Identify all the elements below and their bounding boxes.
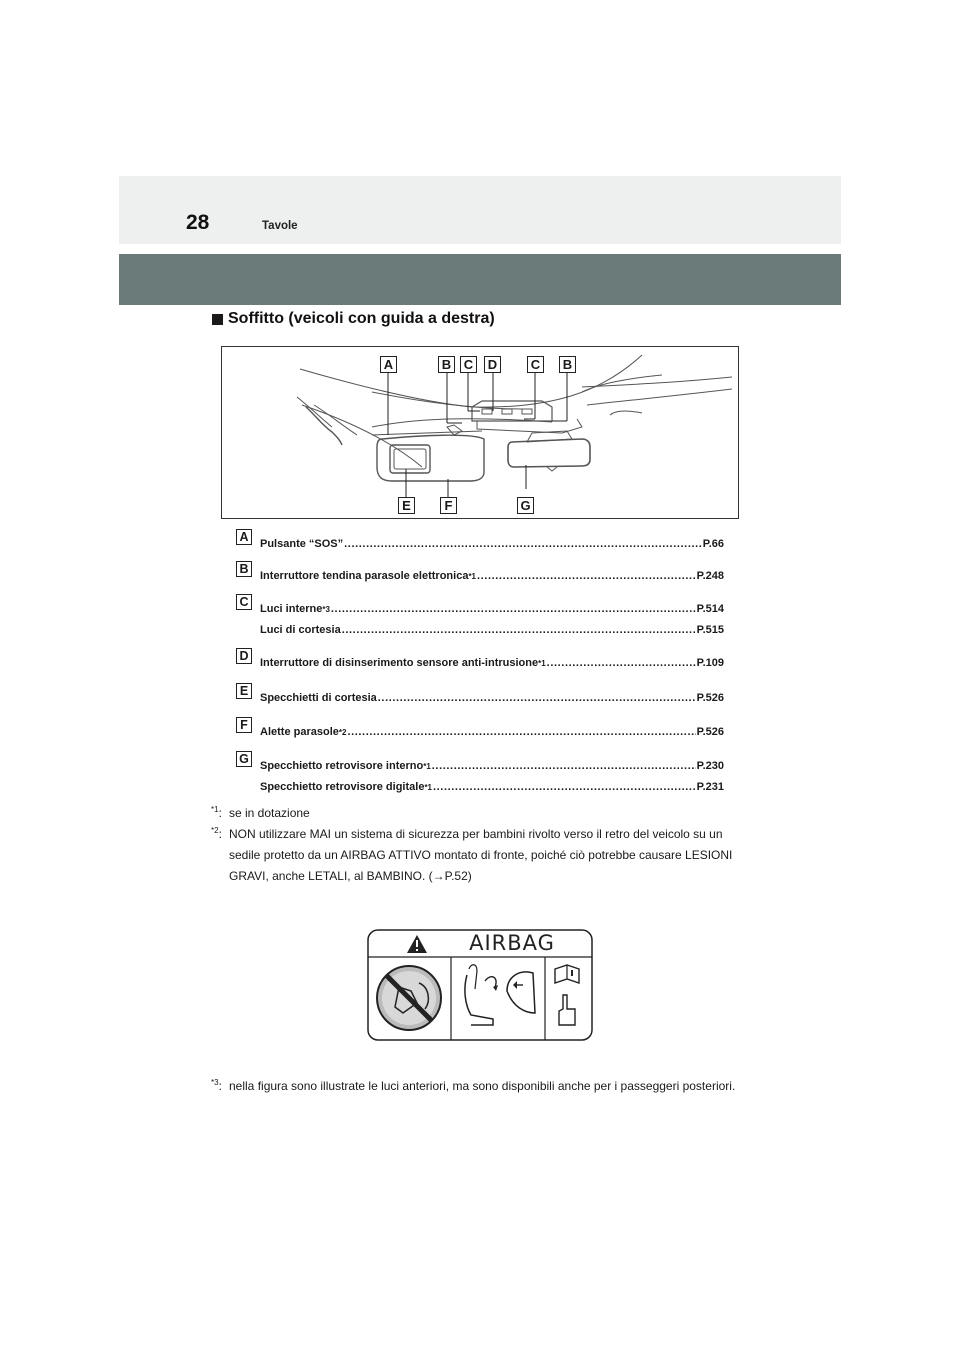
footnote-mark-text: *1	[211, 805, 219, 814]
page-ref: P.66	[702, 538, 724, 550]
entry-text: Interruttore tendina parasole elettronica	[260, 570, 469, 582]
item-entry: Specchietto retrovisore digitale *1 ..... P.231	[260, 781, 724, 793]
item-entry: Alette parasole *2 ..... P.526	[260, 726, 724, 738]
item-letter: C	[236, 594, 252, 610]
item-letter: B	[236, 561, 252, 577]
item-entry: Interruttore tendina parasole elettronica *1 ..... P.248	[260, 570, 724, 582]
callout-g: G	[517, 497, 534, 514]
callout-a-top: A	[380, 356, 397, 373]
footnote-mark: $^{*1}$:	[211, 805, 222, 820]
page-ref: P.231	[696, 781, 724, 793]
entry-text: Interruttore di disinserimento sensore anti-intrusione	[260, 657, 539, 669]
footnote-text: nella figura sono illustrate le luci anteriori, ma sono disponibili anche per i passeggeri posteriori.	[229, 1079, 736, 1093]
leader-dots	[347, 726, 695, 738]
leader-dots	[433, 781, 696, 793]
airbag-warning-label	[367, 929, 593, 1041]
entry-text: Alette parasole	[260, 726, 339, 738]
footnote-3	[211, 1076, 751, 1097]
callout-e: E	[398, 497, 415, 514]
callout-d: D	[484, 356, 501, 373]
callout-b-right: B	[559, 356, 576, 373]
item-entry: Interruttore di disinserimento sensore anti-intrusione *1 ..... P.109	[260, 657, 724, 669]
footnote-mark: $^{*3}$:	[211, 1078, 222, 1093]
footnote-2	[211, 824, 751, 887]
leader-dots	[344, 538, 702, 550]
item-entry: Specchietto retrovisore interno *1 ..... P.230	[260, 760, 724, 772]
page-ref: P.526	[696, 692, 724, 704]
page-ref: P.526	[696, 726, 724, 738]
heading-text: Soffitto (veicoli con guida a destra)	[228, 310, 495, 327]
item-entry	[260, 624, 724, 636]
item-letter: F	[236, 717, 252, 733]
page-ref: P.514	[696, 603, 724, 615]
entry-text: Luci interne	[260, 603, 323, 615]
entry-text: Pulsante “SOS”	[260, 538, 344, 550]
page-ref: P.109	[696, 657, 724, 669]
item-letter: G	[236, 751, 252, 767]
section-heading	[212, 310, 495, 328]
item-letter: A	[236, 529, 252, 545]
page-ref: P.230	[696, 760, 724, 772]
leader-dots	[432, 760, 696, 772]
footnote-mark-text: *3	[211, 1078, 219, 1087]
entry-text: Specchietto retrovisore digitale	[260, 781, 425, 793]
section-title: Tavole	[262, 220, 298, 232]
page-ref: P.248	[696, 570, 724, 582]
item-letter: D	[236, 648, 252, 664]
footnote-text: se in dotazione	[229, 806, 310, 820]
leader-dots	[477, 570, 696, 582]
airbag-label-title: AIRBAG	[469, 931, 555, 955]
footnote-mark: $^{*2}$:	[211, 826, 222, 841]
item-entry	[260, 692, 724, 704]
callout-b-left: B	[438, 356, 455, 373]
item-entry: Luci interne *3 ..... P.514	[260, 603, 724, 615]
callout-c-left: C	[460, 356, 477, 373]
page-ref: P.515	[696, 624, 724, 636]
header-band	[119, 254, 841, 305]
entry-text: Luci di cortesia	[260, 624, 341, 636]
item-entry	[260, 538, 724, 550]
callout-c-right: C	[527, 356, 544, 373]
ceiling-illustration	[221, 346, 739, 519]
square-bullet-icon	[212, 314, 223, 325]
footnote-mark-text: *2	[211, 826, 219, 835]
leader-dots	[378, 692, 696, 704]
callout-f: F	[440, 497, 457, 514]
footnote-1	[211, 803, 751, 824]
ceiling-drawing	[222, 347, 740, 520]
header-bar	[119, 176, 841, 244]
entry-text: Specchietti di cortesia	[260, 692, 377, 704]
entry-text: Specchietto retrovisore interno	[260, 760, 424, 772]
footnote-text: NON utilizzare MAI un sistema di sicurezza per bambini rivolto verso il retro del veicolo su un sedile protetto da un AIRBAG ATTIVO montato di fronte, poiché ciò potrebbe causare LESIONI GRAVI, anche LETALI, al BAMBINO. (→P.52)	[229, 827, 733, 883]
page-number: 28	[186, 211, 210, 234]
leader-dots	[331, 603, 696, 615]
leader-dots	[547, 657, 696, 669]
item-letter: E	[236, 683, 252, 699]
leader-dots	[342, 624, 696, 636]
